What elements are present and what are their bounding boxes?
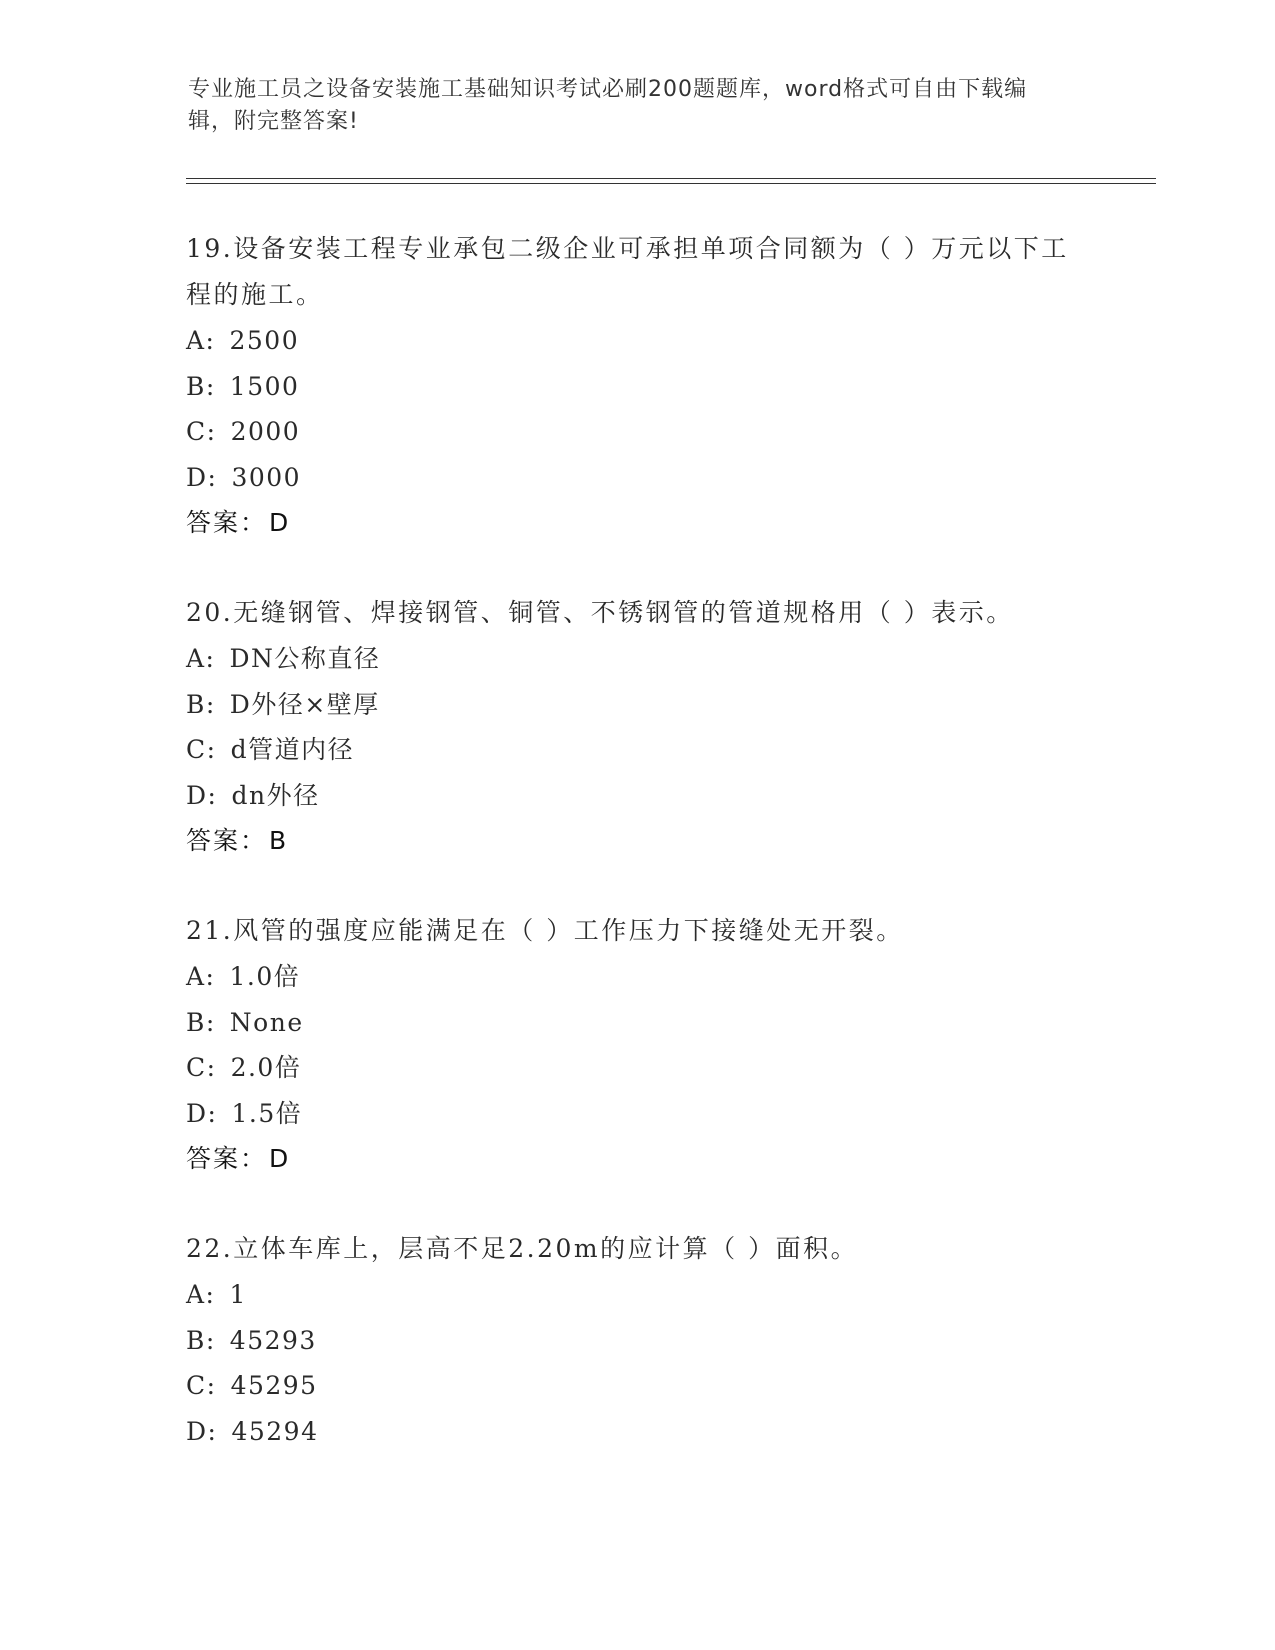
header-divider-top xyxy=(186,178,1156,179)
option-text: 1.5倍 xyxy=(231,1098,303,1128)
document-header-title: 专业施工员之设备安装施工基础知识考试必刷200题题库，word格式可自由下载编辑，附完整答案! xyxy=(188,77,1028,134)
option-letter: B: xyxy=(186,371,216,401)
option-letter: A: xyxy=(186,1280,216,1309)
option-text: 45293 xyxy=(229,1325,317,1355)
answer-label: 答案： xyxy=(186,1144,268,1173)
option-text: 1.0倍 xyxy=(229,962,301,991)
option-letter: C: xyxy=(186,417,217,446)
option-letter: C: xyxy=(186,1053,217,1082)
option-text: 2000 xyxy=(230,417,301,446)
option-b xyxy=(186,1318,1086,1364)
option-text: 1 xyxy=(229,1280,247,1309)
option-letter: C: xyxy=(186,1371,217,1400)
answer-label: 答案： xyxy=(186,826,268,855)
option-text: 3000 xyxy=(231,462,302,492)
option-letter: C: xyxy=(186,735,217,764)
option-letter: B: xyxy=(186,1325,216,1355)
option-text: 1500 xyxy=(229,371,300,401)
option-text: dn外径 xyxy=(231,780,320,810)
option-b xyxy=(186,364,1086,410)
option-text: 2500 xyxy=(229,326,300,355)
option-d xyxy=(186,1409,1086,1455)
option-letter: D: xyxy=(186,780,218,810)
question-20 xyxy=(186,590,1086,864)
option-text: 45294 xyxy=(231,1416,319,1446)
option-text: DN公称直径 xyxy=(229,644,381,673)
option-b xyxy=(186,682,1086,728)
option-text: D外径×壁厚 xyxy=(229,689,380,719)
question-19 xyxy=(186,226,1086,546)
option-text: 45295 xyxy=(230,1371,318,1400)
option-b xyxy=(186,1000,1086,1046)
header-divider-bottom xyxy=(186,183,1156,184)
option-letter: D: xyxy=(186,1098,218,1128)
option-letter: A: xyxy=(186,962,216,991)
option-text: None xyxy=(229,1007,304,1037)
option-letter: B: xyxy=(186,689,216,719)
option-text: d管道内径 xyxy=(230,735,355,764)
question-text: 22.立体车库上，层高不足2.20m的应计算（ ）面积。 xyxy=(186,1234,859,1263)
option-letter: B: xyxy=(186,1007,216,1037)
option-a xyxy=(186,318,1086,364)
question-text: 20.无缝钢管、焊接钢管、铜管、不锈钢管的管道规格用（ ）表示。 xyxy=(186,598,1014,627)
option-letter: A: xyxy=(186,326,216,355)
answer-value: B xyxy=(269,826,287,855)
option-letter: A: xyxy=(186,644,216,673)
question-22 xyxy=(186,1226,1086,1454)
option-letter: D: xyxy=(186,462,218,492)
option-a xyxy=(186,636,1086,682)
option-d xyxy=(186,455,1086,501)
question-text: 21.风管的强度应能满足在（ ）工作压力下接缝处无开裂。 xyxy=(186,916,904,945)
option-d xyxy=(186,1091,1086,1137)
option-a xyxy=(186,1272,1086,1318)
option-c xyxy=(186,409,1086,455)
option-c xyxy=(186,1045,1086,1091)
answer-line xyxy=(186,500,1086,546)
option-c xyxy=(186,727,1086,773)
answer-label: 答案： xyxy=(186,508,268,537)
option-a xyxy=(186,954,1086,1000)
option-c xyxy=(186,1363,1086,1409)
answer-line xyxy=(186,818,1086,864)
option-d xyxy=(186,773,1086,819)
option-letter: D: xyxy=(186,1416,218,1446)
answer-value: D xyxy=(269,1144,289,1173)
question-text: 19.设备安装工程专业承包二级企业可承担单项合同额为（ ）万元以下工程的施工。 xyxy=(186,234,1069,309)
answer-value: D xyxy=(269,508,289,537)
question-21 xyxy=(186,908,1086,1182)
answer-line xyxy=(186,1136,1086,1182)
option-text: 2.0倍 xyxy=(230,1053,302,1082)
